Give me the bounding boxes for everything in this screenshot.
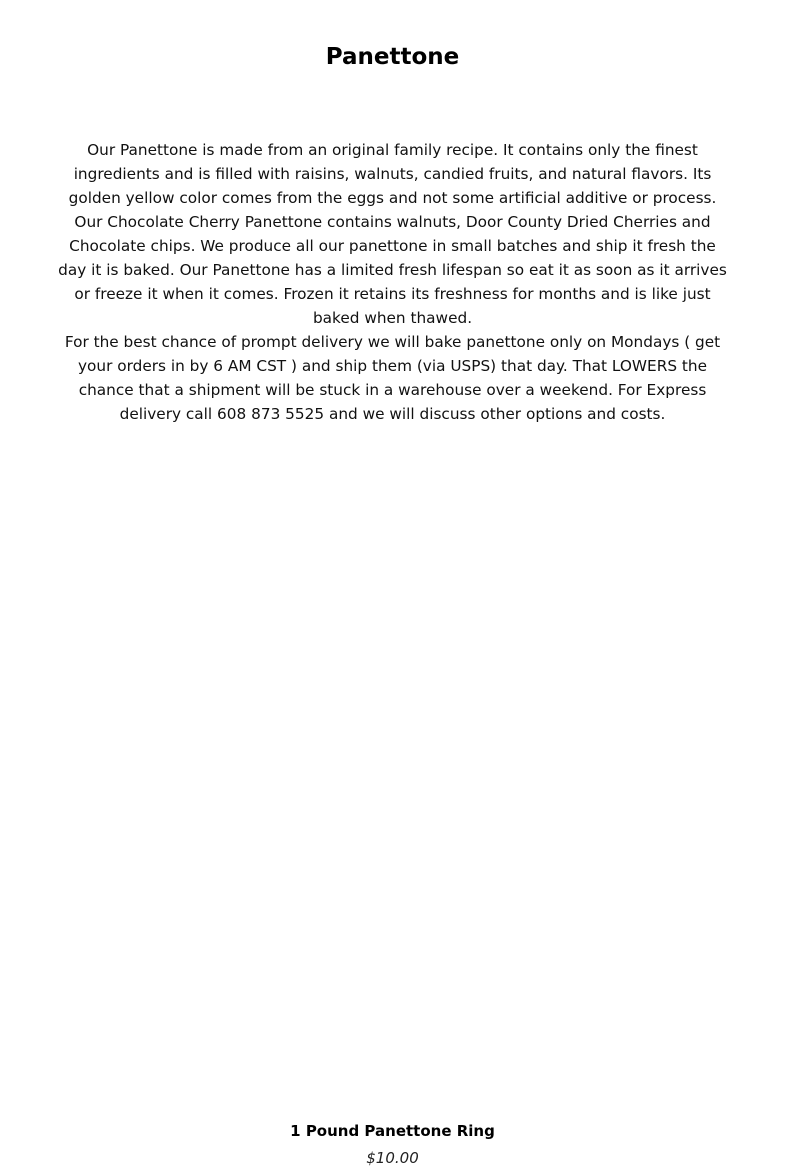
page-title: Panettone [325,44,460,70]
description-paragraph: Our Panettone is made from an original family recipe. It contains only the finest ingredients and is filled with raisins, walnuts, candied fruits, and natural flavors. Its golden yellow color comes from the eggs and not some artificial additive or process. Our Chocolate Cherry Panettone contains walnuts, Door County Dried Cherries and Chocolate chips. We produce all our panettone in small batches and ship it fresh the day it is baked. Our Panettone has a limited fresh lifespan so eat it as soon as it arrives or freeze it when it comes. Frozen it retains its freshness for months and is like just baked when thawed. [58,141,727,327]
product-item[interactable] [0,1119,785,1169]
product-description [58,138,727,426]
product-name-link[interactable]: 1 Pound Panettone Ring [290,1122,495,1140]
description-paragraph: For the best chance of prompt delivery we will bake panettone only on Mondays ( get your orders in by 6 AM CST ) and ship them (via USPS) that day. That LOWERS the chance that a shipment will be stuck in a warehouse over a weekend. For Express delivery call 608 873 5525 and we will discuss other options and costs. [64,333,721,423]
product-price: $10.00 [366,1149,419,1167]
